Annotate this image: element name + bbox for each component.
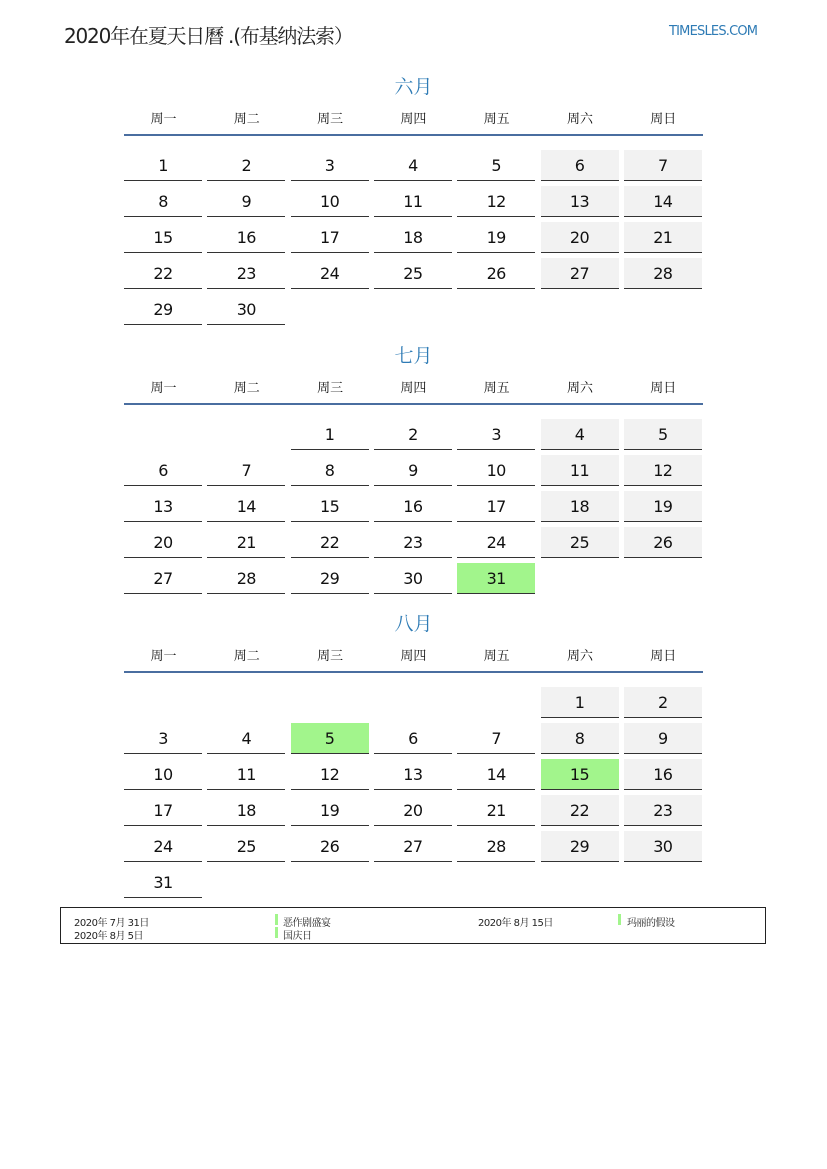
day-cell: 3: [124, 723, 202, 754]
day-cell: 12: [457, 186, 535, 217]
day-cell: 11: [207, 759, 285, 790]
legend-holiday-name: 玛丽的假设: [627, 918, 675, 929]
day-cell: 16: [374, 491, 452, 522]
day-cell: 6: [374, 723, 452, 754]
weekday-header: 周六: [566, 381, 593, 396]
weekday-header: 周六: [566, 649, 593, 664]
day-cell: 15: [291, 491, 369, 522]
month-title: 六月: [394, 76, 433, 98]
day-cell: 8: [124, 186, 202, 217]
day-cell: 19: [291, 795, 369, 826]
day-cell: 10: [124, 759, 202, 790]
page-title: 2020年在夏天日曆 .(布基纳法索）: [64, 24, 353, 48]
day-cell: 10: [291, 186, 369, 217]
day-cell: 25: [207, 831, 285, 862]
day-cell: 26: [624, 527, 702, 558]
day-cell: 2: [207, 150, 285, 181]
day-cell: 27: [124, 563, 202, 594]
day-cell: 8: [291, 455, 369, 486]
weekday-header: 周五: [483, 112, 510, 127]
day-cell: 11: [374, 186, 452, 217]
day-cell: 25: [541, 527, 619, 558]
day-cell: 29: [291, 563, 369, 594]
day-cell: 14: [207, 491, 285, 522]
day-cell: 3: [291, 150, 369, 181]
day-cell: 27: [541, 258, 619, 289]
weekday-header: 周四: [400, 381, 427, 396]
day-cell: 30: [374, 563, 452, 594]
day-cell: 29: [124, 294, 202, 325]
day-cell: 6: [541, 150, 619, 181]
day-cell: 28: [624, 258, 702, 289]
legend-holiday-name: 恶作剧盛宴: [283, 918, 331, 929]
day-cell: 19: [457, 222, 535, 253]
day-cell: 20: [541, 222, 619, 253]
day-cell: 1: [124, 150, 202, 181]
day-cell: 9: [207, 186, 285, 217]
day-cell: 9: [624, 723, 702, 754]
weekday-header: 周日: [650, 649, 677, 664]
legend-date: 2020年 7月 31日: [74, 918, 149, 929]
day-cell: 13: [374, 759, 452, 790]
day-cell: 31: [124, 867, 202, 898]
day-cell: 9: [374, 455, 452, 486]
day-cell: 21: [624, 222, 702, 253]
day-cell: 27: [374, 831, 452, 862]
day-cell: 7: [207, 455, 285, 486]
weekday-header: 周三: [317, 112, 344, 127]
day-cell: 7: [624, 150, 702, 181]
day-cell: 28: [207, 563, 285, 594]
day-cell: 10: [457, 455, 535, 486]
day-cell: 12: [291, 759, 369, 790]
month-title: 七月: [394, 345, 433, 367]
legend-holiday-name: 国庆日: [283, 931, 312, 942]
holiday-marker: [275, 927, 278, 938]
day-cell: 2: [624, 687, 702, 718]
day-cell: 28: [457, 831, 535, 862]
day-cell: 22: [291, 527, 369, 558]
day-cell: 11: [541, 455, 619, 486]
weekday-header: 周一: [150, 649, 177, 664]
day-cell: 17: [457, 491, 535, 522]
site-link[interactable]: TIMESLES.COM: [669, 24, 758, 39]
day-cell: 18: [541, 491, 619, 522]
day-cell: 29: [541, 831, 619, 862]
day-cell: 1: [291, 419, 369, 450]
holiday-legend: [60, 907, 766, 944]
holiday-cell: 5: [291, 723, 369, 754]
weekday-header: 周二: [233, 381, 260, 396]
day-cell: 16: [624, 759, 702, 790]
day-cell: 26: [457, 258, 535, 289]
day-cell: 17: [124, 795, 202, 826]
weekday-header: 周一: [150, 112, 177, 127]
holiday-marker: [618, 914, 621, 925]
weekday-header: 周三: [317, 649, 344, 664]
day-cell: 24: [457, 527, 535, 558]
day-cell: 19: [624, 491, 702, 522]
day-cell: 16: [207, 222, 285, 253]
day-cell: 30: [207, 294, 285, 325]
legend-date: 2020年 8月 15日: [478, 918, 553, 929]
day-cell: 23: [624, 795, 702, 826]
weekday-header: 周五: [483, 649, 510, 664]
day-cell: 26: [291, 831, 369, 862]
weekday-header: 周四: [400, 649, 427, 664]
day-cell: 14: [457, 759, 535, 790]
day-cell: 5: [457, 150, 535, 181]
header-rule: [124, 134, 703, 136]
day-cell: 8: [541, 723, 619, 754]
weekday-header: 周二: [233, 649, 260, 664]
day-cell: 15: [124, 222, 202, 253]
day-cell: 4: [541, 419, 619, 450]
day-cell: 18: [374, 222, 452, 253]
day-cell: 4: [374, 150, 452, 181]
day-cell: 20: [374, 795, 452, 826]
day-cell: 14: [624, 186, 702, 217]
day-cell: 24: [291, 258, 369, 289]
header-rule: [124, 403, 703, 405]
weekday-header: 周四: [400, 112, 427, 127]
weekday-header: 周一: [150, 381, 177, 396]
day-cell: 5: [624, 419, 702, 450]
day-cell: 23: [207, 258, 285, 289]
day-cell: 12: [624, 455, 702, 486]
legend-date: 2020年 8月 5日: [74, 931, 144, 942]
day-cell: 24: [124, 831, 202, 862]
day-cell: 22: [124, 258, 202, 289]
holiday-cell: 31: [457, 563, 535, 594]
holiday-cell: 15: [541, 759, 619, 790]
weekday-header: 周六: [566, 112, 593, 127]
day-cell: 4: [207, 723, 285, 754]
day-cell: 20: [124, 527, 202, 558]
day-cell: 21: [457, 795, 535, 826]
day-cell: 2: [374, 419, 452, 450]
day-cell: 18: [207, 795, 285, 826]
day-cell: 23: [374, 527, 452, 558]
day-cell: 30: [624, 831, 702, 862]
day-cell: 13: [124, 491, 202, 522]
day-cell: 6: [124, 455, 202, 486]
weekday-header: 周二: [233, 112, 260, 127]
weekday-header: 周日: [650, 112, 677, 127]
weekday-header: 周日: [650, 381, 677, 396]
day-cell: 3: [457, 419, 535, 450]
day-cell: 25: [374, 258, 452, 289]
weekday-header: 周五: [483, 381, 510, 396]
day-cell: 1: [541, 687, 619, 718]
month-title: 八月: [394, 613, 433, 635]
day-cell: 17: [291, 222, 369, 253]
header-rule: [124, 671, 703, 673]
day-cell: 7: [457, 723, 535, 754]
day-cell: 13: [541, 186, 619, 217]
weekday-header: 周三: [317, 381, 344, 396]
day-cell: 21: [207, 527, 285, 558]
holiday-marker: [275, 914, 278, 925]
day-cell: 22: [541, 795, 619, 826]
